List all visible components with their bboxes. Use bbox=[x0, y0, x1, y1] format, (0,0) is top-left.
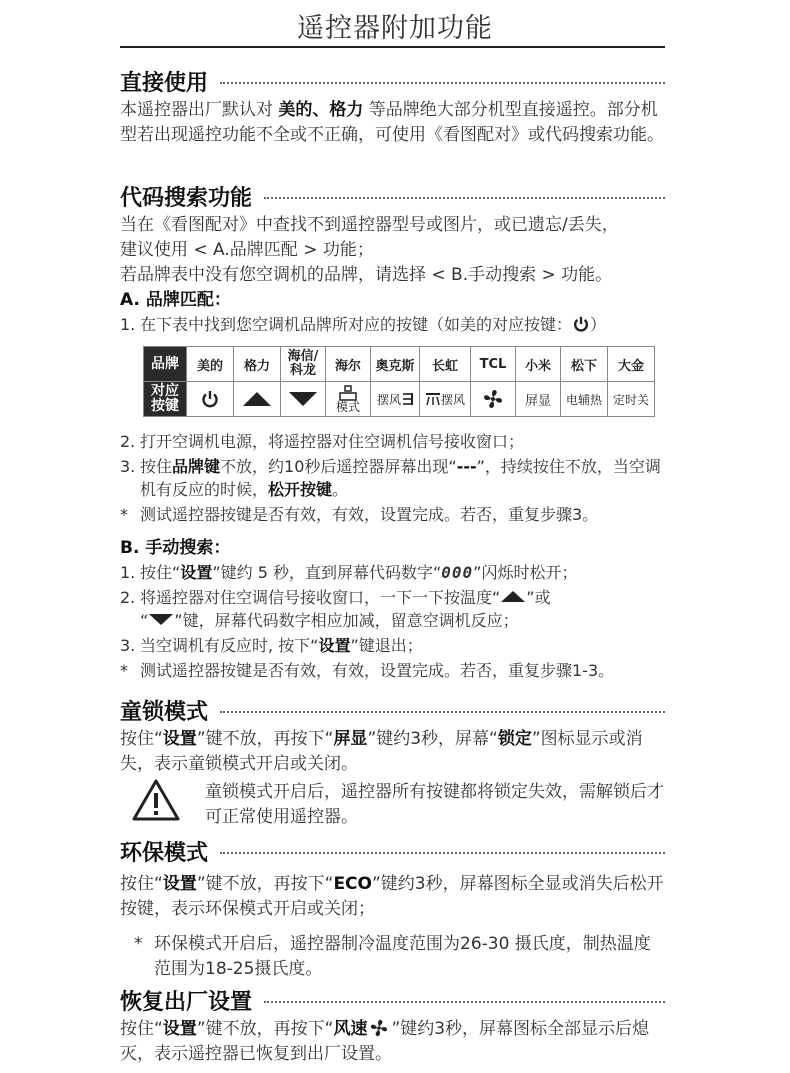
section-body: 按住“设置”键不放，再按下“ECO”键约3秒，屏幕图标全显或消失后松开按键，表示环保模式开启或关闭； bbox=[120, 874, 664, 919]
fan-icon bbox=[471, 382, 516, 417]
table-cell: 美的 bbox=[187, 347, 234, 382]
table-cell: 奥克斯 bbox=[371, 347, 420, 382]
brand-match-block bbox=[120, 287, 665, 336]
section-heading: 代码搜索功能 bbox=[120, 181, 665, 211]
section-code-search bbox=[120, 181, 665, 288]
section-body: 按住“设置”键不放，再按下“风速 ”键约3秒，屏幕图标全部显示后熄灭，表示遥控器已恢复到出厂设置。 bbox=[120, 1019, 650, 1064]
swing-key-cell: 摆风 bbox=[371, 382, 420, 417]
section-body: 按住“设置”键不放，再按下“屏显”键约3秒，屏幕“锁定”图标显示或消失，表示童锁模式开启或关闭。 bbox=[120, 729, 643, 774]
manual-search-heading: B. 手动搜索： bbox=[120, 538, 231, 558]
warning-icon bbox=[131, 778, 181, 826]
title-divider bbox=[120, 46, 665, 48]
step-2: 2. 将遥控器对住空调信号接收窗口，一下一下按温度“ ”或 “ ”键，屏幕代码数字相应加减，留意空调机反应； bbox=[120, 588, 551, 630]
step-2: 2. 打开空调机电源，将遥控器对住空调机信号接收窗口； bbox=[120, 432, 525, 451]
brand-match-heading: A. 品牌匹配： bbox=[120, 290, 231, 310]
fan-icon bbox=[370, 1019, 388, 1037]
swing-vertical-icon bbox=[401, 392, 413, 406]
down-triangle-icon bbox=[281, 382, 326, 417]
section-child-lock bbox=[120, 695, 665, 777]
step-3: 3. 按住品牌键不放，约10秒后遥控器屏幕出现“---”，持续按住不放，当空调机有反应的时候，松开按键。 bbox=[120, 457, 661, 499]
section-factory-reset bbox=[120, 985, 665, 1067]
step-1: 1. 按住“设置”键约 5 秒，直到屏幕代码数字“000”闪烁时松开； bbox=[120, 563, 578, 582]
temp-down-icon bbox=[148, 613, 174, 626]
section-heading: 恢复出厂设置 bbox=[120, 985, 665, 1015]
section-body: 当在《看图配对》中查找不到遥控器型号或图片，或已遗忘/丢失， 建议使用 < A.品牌匹配 > 功能； 若品牌表中没有您空调机的品牌，请选择 < B.手动搜索 > 功能。 bbox=[120, 215, 619, 285]
table-cell: 长虹 bbox=[420, 347, 471, 382]
mode-icon bbox=[339, 385, 357, 401]
note: * 测试遥控器按键是否有效，有效，设置完成。若否，重复步骤3。 bbox=[120, 505, 599, 524]
brand-match-steps bbox=[120, 430, 665, 526]
note: * 测试遥控器按键是否有效，有效，设置完成。若否，重复步骤1-3。 bbox=[120, 661, 615, 680]
table-cell: 松下 bbox=[561, 347, 608, 382]
section-eco bbox=[120, 836, 665, 982]
table-row-keys bbox=[144, 382, 655, 417]
child-lock-warning: 童锁模式开启后，遥控器所有按键都将锁定失效，需解锁后才可正常使用遥控器。 bbox=[205, 782, 664, 827]
table-cell: 电辅热 bbox=[561, 382, 608, 417]
manual-search-block bbox=[120, 535, 665, 682]
table-row-brands bbox=[144, 347, 655, 382]
section-heading: 环保模式 bbox=[120, 836, 665, 866]
table-cell: 格力 bbox=[234, 347, 281, 382]
table-cell: 大金 bbox=[608, 347, 655, 382]
step-3: 3. 当空调机有反应时, 按下“设置”键退出； bbox=[120, 636, 423, 655]
power-icon bbox=[187, 382, 234, 417]
step-1: 1. 在下表中找到您空调机品牌所对应的按键（如美的对应按键： ） bbox=[120, 315, 607, 334]
table-cell: 海信/ 科龙 bbox=[281, 347, 326, 382]
table-cell: 定时关 bbox=[608, 382, 655, 417]
table-cell: 屏显 bbox=[516, 382, 561, 417]
table-header-brand: 品牌 bbox=[144, 347, 187, 382]
brand-key-table bbox=[143, 346, 655, 417]
section-body: 本遥控器出厂默认对 美的、格力 等品牌绝大部分机型直接遥控。部分机型若出现遥控功能不全或不正确，可使用《看图配对》或代码搜索功能。 bbox=[120, 100, 664, 145]
table-cell: 海尔 bbox=[326, 347, 371, 382]
mode-key-cell: 模式 bbox=[326, 382, 371, 417]
table-cell: TCL bbox=[471, 347, 516, 382]
up-triangle-icon bbox=[234, 382, 281, 417]
section-heading: 童锁模式 bbox=[120, 695, 665, 725]
swing-key-cell: 摆风 bbox=[420, 382, 471, 417]
table-cell: 小米 bbox=[516, 347, 561, 382]
section-direct-use bbox=[120, 66, 665, 148]
swing-horizontal-icon bbox=[425, 392, 441, 406]
temp-up-icon bbox=[500, 590, 526, 603]
page-title: 遥控器附加功能 bbox=[297, 13, 493, 44]
power-icon bbox=[572, 315, 590, 333]
table-header-key: 对应 按键 bbox=[144, 382, 187, 417]
section-heading: 直接使用 bbox=[120, 66, 665, 96]
note: * 环保模式开启后，遥控器制冷温度范围为26-30 摄氏度，制热温度范围为18-25摄氏度。 bbox=[134, 934, 651, 979]
